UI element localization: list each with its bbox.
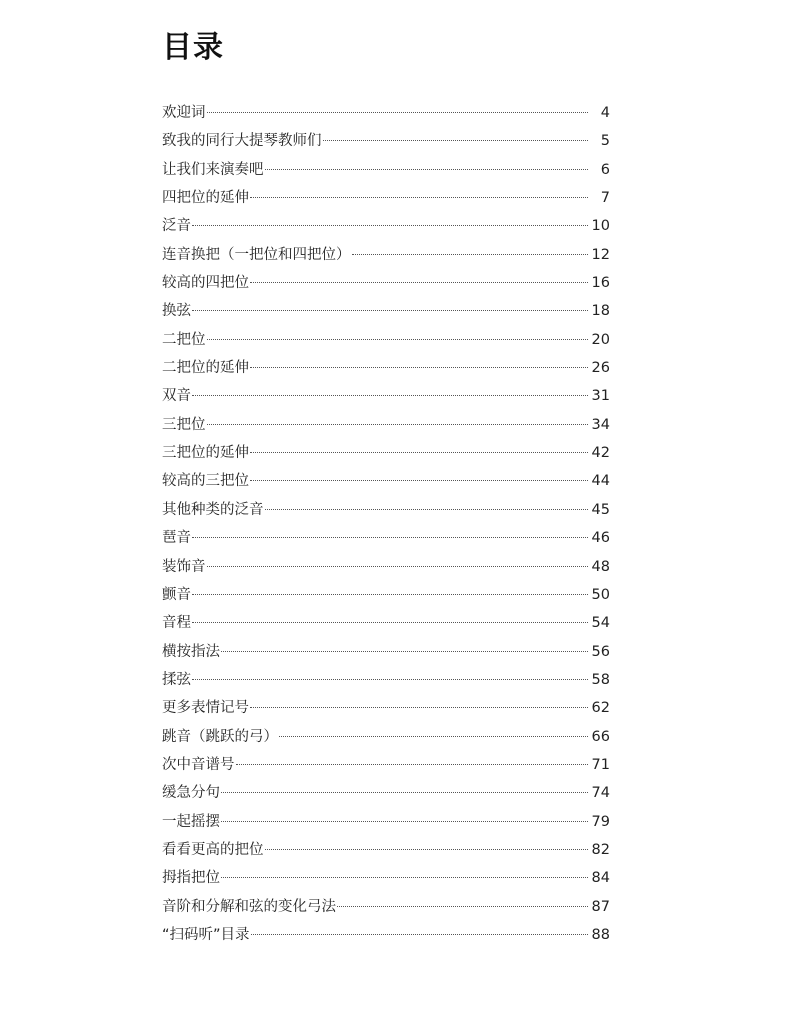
toc-entry-page-number: 82 [591,841,610,858]
toc-entry-title: 连音换把（一把位和四把位） [162,246,351,263]
toc-entry-title: 看看更高的把位 [162,841,264,858]
toc-entry-page-number: 62 [591,700,610,717]
toc-entry[interactable] [162,609,610,637]
toc-entry-page-number: 7 [600,190,610,207]
dot-leader [265,169,589,170]
toc-entry-title: 换弦 [162,303,191,320]
dot-leader [192,622,588,623]
toc-entry-title: 让我们来演奏吧 [162,161,264,178]
toc-entry-page-number: 20 [591,331,610,348]
toc-entry-page-number: 56 [591,643,610,660]
toc-entry-page-number: 34 [591,416,610,433]
toc-entry[interactable] [162,638,610,666]
toc-entry-page-number: 79 [591,813,610,830]
toc-entry-page-number: 88 [591,926,610,943]
toc-entry-title: 次中音谱号 [162,756,235,773]
toc-entry-title: 缓急分句 [162,785,220,802]
toc-entry-page-number: 26 [591,360,610,377]
dot-leader [250,282,588,283]
dot-leader [236,764,589,765]
toc-entry-title: 三把位 [162,416,206,433]
toc-entry-title: 跳音（跳跃的弓） [162,728,278,745]
toc-entry-title: 揉弦 [162,671,191,688]
dot-leader [250,707,588,708]
toc-entry-title: 泛音 [162,218,191,235]
dot-leader [323,140,589,141]
toc-entry[interactable] [162,212,610,240]
toc-entry[interactable] [162,156,610,184]
toc-entry[interactable] [162,411,610,439]
toc-entry-title: 琶音 [162,530,191,547]
toc-entry-title: 二把位 [162,331,206,348]
toc-entry[interactable] [162,184,610,212]
dot-leader [207,424,589,425]
dot-leader [265,849,589,850]
toc-entry-page-number: 6 [600,161,610,178]
dot-leader [251,934,588,935]
toc-entry[interactable] [162,127,610,155]
toc-entry-page-number: 87 [591,898,610,915]
dot-leader [221,821,588,822]
dot-leader [221,792,588,793]
toc-entry-title: 二把位的延伸 [162,360,249,377]
toc-entry[interactable] [162,496,610,524]
dot-leader [192,395,588,396]
toc-entry-page-number: 18 [591,303,610,320]
toc-entry-page-number: 84 [591,870,610,887]
toc-entry[interactable] [162,524,610,552]
toc-entry-title: 较高的四把位 [162,275,249,292]
dot-leader [192,225,588,226]
toc-entry-page-number: 50 [591,586,610,603]
toc-entry[interactable] [162,581,610,609]
toc-entry-title: 致我的同行大提琴教师们 [162,133,322,150]
dot-leader [250,197,588,198]
toc-entry[interactable] [162,467,610,495]
toc-entry-title: 双音 [162,388,191,405]
toc-entry[interactable] [162,921,610,949]
toc-entry[interactable] [162,836,610,864]
toc-entry[interactable] [162,241,610,269]
toc-entry-page-number: 16 [591,275,610,292]
toc-entry-title: 拇指把位 [162,870,220,887]
toc-entry-page-number: 66 [591,728,610,745]
toc-entry[interactable] [162,382,610,410]
toc-entry-title: 装饰音 [162,558,206,575]
toc-entry-title: 其他种类的泛音 [162,501,264,518]
page-title: 目录 [162,30,224,65]
toc-entry-page-number: 71 [591,756,610,773]
toc-entry[interactable] [162,99,610,127]
toc-entry-title: 三把位的延伸 [162,445,249,462]
toc-entry[interactable] [162,751,610,779]
toc-entry-page-number: 44 [591,473,610,490]
dot-leader [265,509,589,510]
toc-entry-page-number: 12 [591,246,610,263]
dot-leader [221,877,588,878]
toc-entry-page-number: 45 [591,501,610,518]
toc-entry-page-number: 5 [600,133,610,150]
toc-entry-title: 较高的三把位 [162,473,249,490]
dot-leader [192,594,588,595]
toc-entry-title: “扫码听”目录 [162,926,250,943]
toc-entry-page-number: 31 [591,388,610,405]
toc-entry-page-number: 54 [591,615,610,632]
toc-entry-title: 横按指法 [162,643,220,660]
dot-leader [221,651,588,652]
dot-leader [250,452,588,453]
toc-entry-title: 四把位的延伸 [162,190,249,207]
toc-entry[interactable] [162,439,610,467]
toc-entry-title: 欢迎词 [162,105,206,121]
toc-entry-page-number: 42 [591,445,610,462]
toc-entry[interactable] [162,666,610,694]
dot-leader [192,310,588,311]
toc-entry[interactable] [162,864,610,892]
toc-entry[interactable] [162,694,610,722]
toc-entry-title: 音程 [162,615,191,632]
toc-entry[interactable] [162,326,610,354]
dot-leader [250,480,588,481]
dot-leader [352,254,589,255]
dot-leader [279,736,588,737]
toc-entry[interactable] [162,354,610,382]
toc-entry-title: 一起摇摆 [162,813,220,830]
toc-entry[interactable] [162,553,610,581]
toc-entry-page-number: 46 [591,530,610,547]
dot-leader [337,906,588,907]
toc-entry-page-number: 74 [591,785,610,802]
toc-entry-title: 音阶和分解和弦的变化弓法 [162,898,336,915]
toc-entry-page-number: 48 [591,558,610,575]
dot-leader [207,112,589,113]
dot-leader [250,367,588,368]
toc-entry[interactable] [162,269,610,297]
toc-entry[interactable] [162,808,610,836]
dot-leader [192,537,588,538]
toc-entry-page-number: 4 [600,105,610,121]
dot-leader [207,566,589,567]
toc-entry-title: 颤音 [162,586,191,603]
toc-entry[interactable] [162,297,610,325]
toc-entry-page-number: 10 [591,218,610,235]
toc-entry[interactable] [162,723,610,751]
dot-leader [192,679,588,680]
toc-entry-title: 更多表情记号 [162,700,249,717]
toc-entry[interactable] [162,893,610,921]
toc-entry-page-number: 58 [591,671,610,688]
toc-entry[interactable] [162,779,610,807]
table-of-contents [162,99,610,949]
dot-leader [207,339,589,340]
